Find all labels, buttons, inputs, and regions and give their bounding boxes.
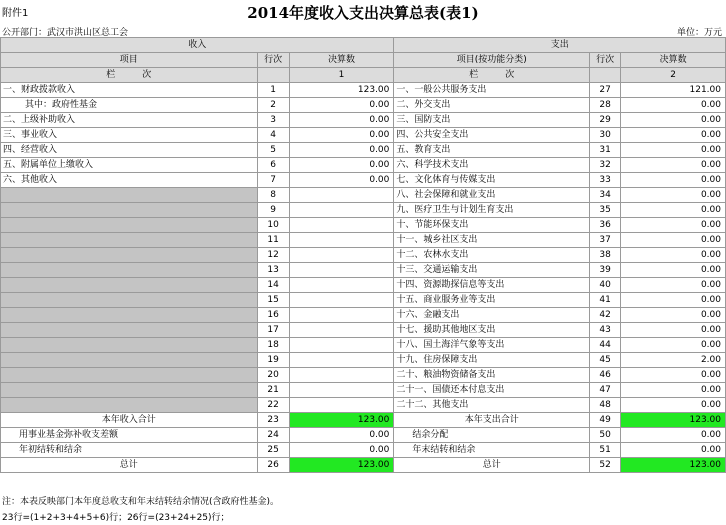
expense-item: 十、节能环保支出 xyxy=(394,218,590,233)
income-header: 收入 xyxy=(1,38,394,53)
income-item xyxy=(1,293,258,308)
income-row-no: 14 xyxy=(257,278,289,293)
table-row xyxy=(1,128,726,143)
income-amount xyxy=(289,308,394,323)
table-row xyxy=(1,293,726,308)
expense-row-no: 33 xyxy=(590,173,621,188)
income-amount: 0.00 xyxy=(289,158,394,173)
income-item: 五、附属单位上缴收入 xyxy=(1,158,258,173)
expense-row-no: 30 xyxy=(590,128,621,143)
income-row-no: 11 xyxy=(257,233,289,248)
expense-item: 四、公共安全支出 xyxy=(394,128,590,143)
income-summary-amount: 123.00 xyxy=(289,413,394,428)
income-item xyxy=(1,203,258,218)
expense-item: 十六、金融支出 xyxy=(394,308,590,323)
table-row xyxy=(1,233,726,248)
income-lanci-blank xyxy=(257,68,289,83)
expense-summary-label: 总计 xyxy=(394,458,590,473)
income-amount: 0.00 xyxy=(289,128,394,143)
expense-amount: 0.00 xyxy=(621,98,726,113)
table-row xyxy=(1,113,726,128)
income-row-no: 18 xyxy=(257,338,289,353)
summary-row xyxy=(1,428,726,443)
income-row-no: 6 xyxy=(257,158,289,173)
income-amount: 0.00 xyxy=(289,143,394,158)
expense-item: 十八、国土海洋气象等支出 xyxy=(394,338,590,353)
income-row-no: 12 xyxy=(257,248,289,263)
table-row xyxy=(1,83,726,98)
income-item xyxy=(1,278,258,293)
expense-item: 十四、资源勘探信息等支出 xyxy=(394,278,590,293)
income-row-no: 5 xyxy=(257,143,289,158)
income-amount xyxy=(289,353,394,368)
table-row xyxy=(1,188,726,203)
income-row-no: 7 xyxy=(257,173,289,188)
expense-summary-label: 本年支出合计 xyxy=(394,413,590,428)
income-amount xyxy=(289,188,394,203)
expense-row-no: 35 xyxy=(590,203,621,218)
expense-item-header: 项目(按功能分类) xyxy=(394,53,590,68)
expense-row-no: 42 xyxy=(590,308,621,323)
expense-amount: 0.00 xyxy=(621,338,726,353)
income-amount xyxy=(289,248,394,263)
expense-row-no: 31 xyxy=(590,143,621,158)
expense-summary-row-no: 49 xyxy=(590,413,621,428)
income-row-no: 9 xyxy=(257,203,289,218)
income-amount: 0.00 xyxy=(289,173,394,188)
column-header-row xyxy=(1,53,726,68)
expense-row-no: 28 xyxy=(590,98,621,113)
expense-summary-amount: 123.00 xyxy=(621,458,726,473)
expense-item: 九、医疗卫生与计划生育支出 xyxy=(394,203,590,218)
table-row xyxy=(1,248,726,263)
income-row-no: 8 xyxy=(257,188,289,203)
income-item: 四、经营收入 xyxy=(1,143,258,158)
expense-amount: 0.00 xyxy=(621,263,726,278)
income-row-no: 3 xyxy=(257,113,289,128)
income-summary-row-no: 25 xyxy=(257,443,289,458)
table-row xyxy=(1,383,726,398)
income-amount xyxy=(289,218,394,233)
expense-amount: 0.00 xyxy=(621,188,726,203)
income-amount xyxy=(289,263,394,278)
expense-row-no: 34 xyxy=(590,188,621,203)
expense-item: 二、外交支出 xyxy=(394,98,590,113)
table-row xyxy=(1,338,726,353)
table-row xyxy=(1,353,726,368)
expense-amount: 0.00 xyxy=(621,398,726,413)
income-item xyxy=(1,308,258,323)
income-amount xyxy=(289,233,394,248)
income-amount xyxy=(289,203,394,218)
expense-item: 十三、交通运输支出 xyxy=(394,263,590,278)
income-rowno-header: 行次 xyxy=(257,53,289,68)
income-amount xyxy=(289,278,394,293)
income-amount: 0.00 xyxy=(289,98,394,113)
income-row-no: 13 xyxy=(257,263,289,278)
expense-item: 十一、城乡社区支出 xyxy=(394,233,590,248)
expense-item: 二十一、国债还本付息支出 xyxy=(394,383,590,398)
income-amount xyxy=(289,368,394,383)
expense-summary-row-no: 51 xyxy=(590,443,621,458)
income-summary-row-no: 23 xyxy=(257,413,289,428)
expense-item: 二十、粮油物资储备支出 xyxy=(394,368,590,383)
expense-amount: 121.00 xyxy=(621,83,726,98)
income-amount xyxy=(289,338,394,353)
table-row xyxy=(1,323,726,338)
income-item xyxy=(1,233,258,248)
income-amount: 0.00 xyxy=(289,113,394,128)
table-row xyxy=(1,278,726,293)
section-header-row xyxy=(1,38,726,53)
table-row xyxy=(1,398,726,413)
expense-item: 八、社会保障和就业支出 xyxy=(394,188,590,203)
expense-summary-row-no: 50 xyxy=(590,428,621,443)
table-row xyxy=(1,158,726,173)
income-summary-amount: 0.00 xyxy=(289,443,394,458)
table-row xyxy=(1,98,726,113)
summary-row xyxy=(1,413,726,428)
attachment-label: 附件1 xyxy=(2,8,29,19)
income-item xyxy=(1,353,258,368)
table-row xyxy=(1,173,726,188)
expense-row-no: 45 xyxy=(590,353,621,368)
summary-row xyxy=(1,443,726,458)
income-item: 三、事业收入 xyxy=(1,128,258,143)
income-item xyxy=(1,383,258,398)
income-amount xyxy=(289,323,394,338)
income-item xyxy=(1,323,258,338)
expense-summary-label: 结余分配 xyxy=(394,428,590,443)
expense-amount: 0.00 xyxy=(621,113,726,128)
expense-amount: 0.00 xyxy=(621,368,726,383)
income-summary-label: 总计 xyxy=(1,458,258,473)
expense-row-no: 38 xyxy=(590,248,621,263)
summary-row xyxy=(1,458,726,473)
expense-item: 十二、农林水支出 xyxy=(394,248,590,263)
expense-col-index: 2 xyxy=(621,68,726,83)
income-row-no: 22 xyxy=(257,398,289,413)
income-row-no: 19 xyxy=(257,353,289,368)
expense-lanci-blank xyxy=(590,68,621,83)
income-amount xyxy=(289,293,394,308)
income-summary-label: 本年收入合计 xyxy=(1,413,258,428)
expense-item: 十五、商业服务业等支出 xyxy=(394,293,590,308)
expense-row-no: 32 xyxy=(590,158,621,173)
expense-amount: 0.00 xyxy=(621,248,726,263)
income-row-no: 1 xyxy=(257,83,289,98)
expense-rowno-header: 行次 xyxy=(590,53,621,68)
income-summary-label: 年初结转和结余 xyxy=(1,443,258,458)
income-amount: 123.00 xyxy=(289,83,394,98)
expense-amount: 0.00 xyxy=(621,233,726,248)
expense-item: 一、一般公共服务支出 xyxy=(394,83,590,98)
expense-amount: 0.00 xyxy=(621,308,726,323)
expense-row-no: 44 xyxy=(590,338,621,353)
expense-item: 七、文化体育与传媒支出 xyxy=(394,173,590,188)
income-item xyxy=(1,398,258,413)
expense-amount: 0.00 xyxy=(621,203,726,218)
income-amount-header: 决算数 xyxy=(289,53,394,68)
income-item xyxy=(1,218,258,233)
unit-label: 单位：万元 xyxy=(676,28,722,38)
table-row xyxy=(1,203,726,218)
income-item xyxy=(1,338,258,353)
expense-amount: 0.00 xyxy=(621,293,726,308)
expense-amount: 0.00 xyxy=(621,323,726,338)
income-item: 其中：政府性基金 xyxy=(1,98,258,113)
income-col-index: 1 xyxy=(289,68,394,83)
expense-row-no: 27 xyxy=(590,83,621,98)
expense-amount: 0.00 xyxy=(621,128,726,143)
expense-amount: 0.00 xyxy=(621,383,726,398)
table-row xyxy=(1,218,726,233)
expense-row-no: 40 xyxy=(590,278,621,293)
income-row-no: 10 xyxy=(257,218,289,233)
income-row-no: 2 xyxy=(257,98,289,113)
table-row xyxy=(1,143,726,158)
expense-header: 支出 xyxy=(394,38,726,53)
expense-summary-row-no: 52 xyxy=(590,458,621,473)
table-row xyxy=(1,308,726,323)
table-row xyxy=(1,368,726,383)
column-index-row xyxy=(1,68,726,83)
expense-summary-amount: 0.00 xyxy=(621,428,726,443)
income-item xyxy=(1,248,258,263)
income-row-no: 15 xyxy=(257,293,289,308)
expense-item: 十七、援助其他地区支出 xyxy=(394,323,590,338)
income-summary-label: 用事业基金弥补收支差额 xyxy=(1,428,258,443)
expense-row-no: 41 xyxy=(590,293,621,308)
budget-table xyxy=(0,37,726,473)
expense-row-no: 46 xyxy=(590,368,621,383)
expense-item: 六、科学技术支出 xyxy=(394,158,590,173)
income-row-no: 20 xyxy=(257,368,289,383)
income-item-header: 项目 xyxy=(1,53,258,68)
expense-lanci-label: 栏 次 xyxy=(394,68,590,83)
expense-amount: 0.00 xyxy=(621,218,726,233)
income-summary-amount: 123.00 xyxy=(289,458,394,473)
income-amount xyxy=(289,383,394,398)
income-lanci-label: 栏 次 xyxy=(1,68,258,83)
expense-row-no: 48 xyxy=(590,398,621,413)
income-summary-amount: 0.00 xyxy=(289,428,394,443)
table-row xyxy=(1,263,726,278)
income-row-no: 4 xyxy=(257,128,289,143)
income-summary-row-no: 26 xyxy=(257,458,289,473)
expense-item: 十九、住房保障支出 xyxy=(394,353,590,368)
income-row-no: 16 xyxy=(257,308,289,323)
income-item: 一、财政拨款收入 xyxy=(1,83,258,98)
department-label: 公开部门：武汉市洪山区总工会 xyxy=(2,28,129,38)
expense-row-no: 47 xyxy=(590,383,621,398)
expense-row-no: 39 xyxy=(590,263,621,278)
income-item: 二、上级补助收入 xyxy=(1,113,258,128)
page-title: 2014年度收入支出决算总表(表1) xyxy=(247,4,479,22)
expense-amount: 0.00 xyxy=(621,173,726,188)
expense-summary-label: 年末结转和结余 xyxy=(394,443,590,458)
expense-summary-amount: 123.00 xyxy=(621,413,726,428)
expense-amount-header: 决算数 xyxy=(621,53,726,68)
table-note: 注：本表反映部门本年度总收支和年末结转结余情况(含政府性基金)。 xyxy=(2,497,280,507)
expense-row-no: 36 xyxy=(590,218,621,233)
expense-row-no: 29 xyxy=(590,113,621,128)
expense-amount: 0.00 xyxy=(621,158,726,173)
expense-item: 五、教育支出 xyxy=(394,143,590,158)
expense-summary-amount: 0.00 xyxy=(621,443,726,458)
expense-item: 二十二、其他支出 xyxy=(394,398,590,413)
income-item xyxy=(1,368,258,383)
income-item xyxy=(1,263,258,278)
expense-item: 三、国防支出 xyxy=(394,113,590,128)
income-row-no: 21 xyxy=(257,383,289,398)
income-amount xyxy=(289,398,394,413)
expense-row-no: 43 xyxy=(590,323,621,338)
formula-note: 23行=(1+2+3+4+5+6)行；26行=(23+24+25)行； xyxy=(2,513,230,523)
expense-amount: 0.00 xyxy=(621,143,726,158)
expense-row-no: 37 xyxy=(590,233,621,248)
income-item xyxy=(1,188,258,203)
expense-amount: 0.00 xyxy=(621,278,726,293)
expense-amount: 2.00 xyxy=(621,353,726,368)
income-item: 六、其他收入 xyxy=(1,173,258,188)
income-summary-row-no: 24 xyxy=(257,428,289,443)
income-row-no: 17 xyxy=(257,323,289,338)
